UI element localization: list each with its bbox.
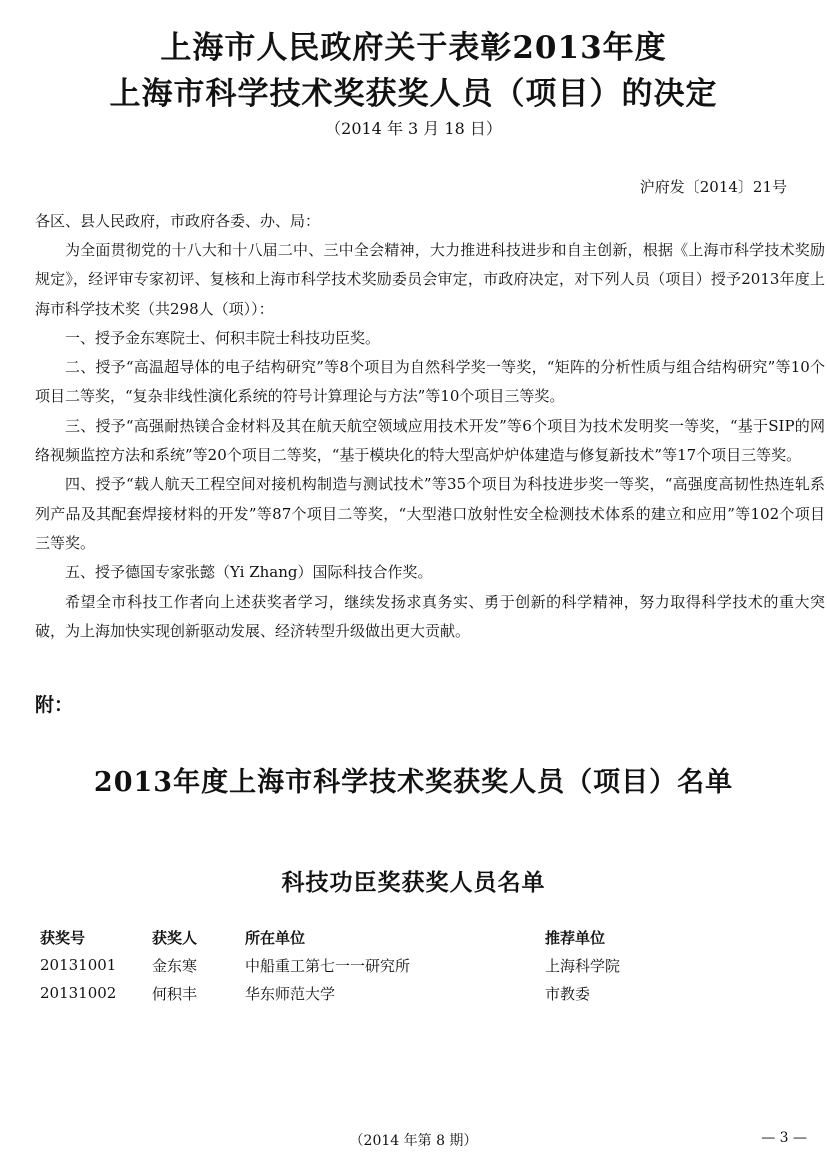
- header-awardee: 获奖人: [152, 928, 198, 947]
- annex-title: 2013年度上海市科学技术奖获奖人员（项目）名单: [93, 767, 734, 798]
- cell-recommender: 市教委: [545, 984, 591, 1003]
- cell-awardee: 何积丰: [152, 984, 198, 1003]
- footer-issue: （2014 年第 8 期）: [349, 1133, 478, 1149]
- salutation: 各区、县人民政府，市政府各委、办、局：: [35, 212, 321, 230]
- cell-recommender: 上海科学院: [545, 956, 621, 975]
- paragraph-item-3: 三、授予“高强耐热镁合金材料及其在航天航空领域应用技术开发”等6个项目为技术发明奖一等奖，“基于SIP的网络视频监控方法和系统”等20个项目二等奖，“基于模块化的特大型高炉炉体建造与修复新技术”等17个项目三等奖。: [35, 416, 825, 465]
- cell-institution: 华东师范大学: [245, 984, 336, 1003]
- paragraph-item-2: 二、授予“高温超导体的电子结构研究”等8个项目为自然科学奖一等奖，“矩阵的分析性质与组合结构研究”等10个项目二等奖，“复杂非线性演化系统的符号计算理论与方法”等10个项目三等奖。: [35, 358, 825, 406]
- paragraph-item-1: 一、授予金东寒院士、何积丰院士科技功臣奖。: [65, 328, 381, 347]
- paragraph-item-5: 五、授予德国专家张懿（Yi Zhang）国际科技合作奖。: [65, 563, 433, 582]
- paragraph-item-4: 四、授予“载人航天工程空间对接机构制造与测试技术”等35个项目为科技进步奖一等奖，“高强度高韧性热连轧系列产品及其配套焊接材料的开发”等87个项目二等奖，“大型港口放射性安全检测技术体系的建立和应用”等102个项目三等奖。: [35, 475, 825, 552]
- awardees-table: [40, 923, 685, 1007]
- cell-award-number: 20131002: [40, 984, 117, 1002]
- page-number: — 3 —: [761, 1130, 807, 1146]
- header-recommender: 推荐单位: [545, 928, 606, 947]
- header-award-number: 获奖号: [40, 928, 86, 947]
- cell-award-number: 20131001: [40, 956, 117, 974]
- table-row: [40, 979, 685, 1007]
- section-title: 科技功臣奖获奖人员名单: [281, 869, 546, 896]
- table-row: [40, 951, 685, 979]
- table-header-row: [40, 923, 685, 951]
- cell-awardee: 金东寒: [152, 956, 198, 975]
- paragraph-intro: 为全面贯彻党的十八大和十八届二中、三中全会精神，大力推进科技进步和自主创新，根据《上海市科学技术奖励规定》，经评审专家初评、复核和上海市科学技术奖励委员会审定，市政府决定，对下列人员（项目）授予2013年度上海市科学技术奖（共298人（项））：: [35, 241, 825, 318]
- document-number: 沪府发〔2014〕21号: [639, 178, 787, 196]
- document-body: [35, 236, 825, 646]
- header-institution: 所在单位: [245, 928, 306, 947]
- document-title-line-1: 上海市人民政府关于表彰2013年度: [160, 30, 667, 66]
- attachment-label: 附：: [35, 694, 74, 716]
- cell-institution: 中船重工第七一一研究所: [245, 956, 411, 975]
- issue-date: （2014 年 3 月 18 日）: [325, 119, 502, 138]
- paragraph-closing: 希望全市科技工作者向上述获奖者学习，继续发扬求真务实、勇于创新的科学精神，努力取得科学技术的重大突破，为上海加快实现创新驱动发展、经济转型升级做出更大贡献。: [35, 592, 825, 640]
- document-title-line-2: 上海市科学技术奖获奖人员（项目）的决定: [109, 76, 718, 112]
